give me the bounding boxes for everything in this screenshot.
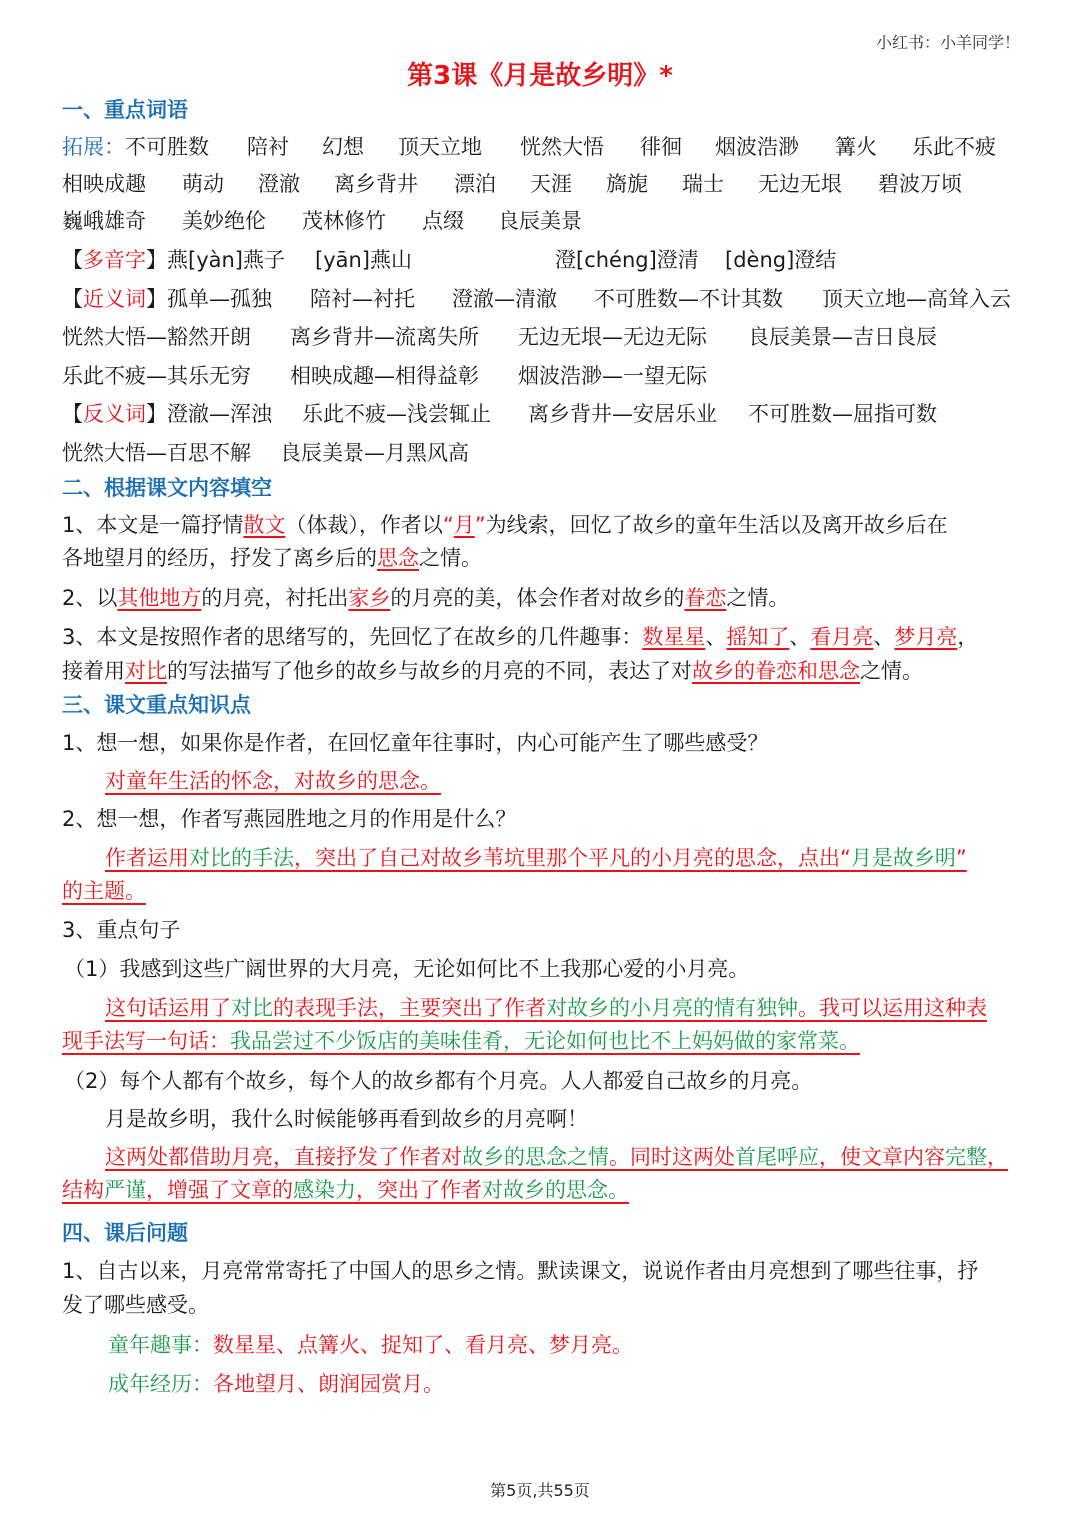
text: 为线索，回忆了故乡的童年生活以及离开故乡后在 [485,513,948,537]
answer: 各地望月、朗润园赏月。 [213,1372,444,1396]
vocab-item: 相映成趣 [62,172,146,196]
answer: 对比 [125,659,167,683]
synonym-row-1 [62,284,1011,314]
fill-item-2 [62,583,789,613]
polyphone-item: 燕[yàn]燕子 [167,248,285,272]
answer: 家乡 [348,586,391,610]
answer: 我品尝过不少饭店的美味佳肴，无论如何也比不上妈妈做的家常菜。 [230,1029,860,1053]
answer: 对比 [231,996,273,1020]
text: 各地望月的经历，抒发了离乡后的 [62,546,377,570]
fill-item-3-cont [62,656,923,686]
bracket: 【 [62,402,83,426]
answer: 故乡的眷恋和思念 [692,659,860,683]
answer: 现手法写一句话： [62,1029,230,1053]
antonym-row-1 [62,399,937,429]
vocab-row-3 [62,206,582,236]
synonym-item: 乐此不疲—其乐无穷 [62,364,251,388]
vocab-item: 幻想 [322,135,364,159]
answer: 完整 [945,1145,987,1169]
section-heading-4: 四、课后问题 [62,1221,188,1245]
vocab-item: 乐此不疲 [912,135,996,159]
synonym-item: 孤单—孤独 [167,287,272,311]
answer: ，突出了自己对故乡苇坑里那个平凡的小月亮的思念，点出“ [294,846,851,870]
vocab-item: 顶天立地 [398,135,482,159]
section-heading-1: 一、重点词语 [62,98,188,122]
answer: 的表现手法，主要突出了作者 [273,996,546,1020]
vocab-item: 篝火 [835,135,877,159]
vocab-item: 天涯 [530,172,572,196]
expand-label: 拓展： [62,135,125,159]
vocab-item: 旖旎 [606,172,648,196]
answer: 感染力 [293,1178,356,1202]
sentence-2-analysis [105,1142,1008,1172]
sentence-2-analysis-cont [62,1175,629,1205]
answer-2-cont [62,876,146,906]
answer: 看月亮 [810,625,874,649]
synonym-item: 无边无垠—无边无际 [518,325,707,349]
question-4-1: 1、自古以来，月亮常常寄托了中国人的思乡之情。默读课文，说说作者由月亮想到了哪些往事，抒 [62,1259,979,1283]
watermark: 小红书：小羊同学！ [875,33,1020,52]
question-2: 2、想一想，作者写燕园胜地之月的作用是什么？ [62,807,517,831]
vocab-item: 美妙绝伦 [182,209,266,233]
answer: 数星星 [642,625,706,649]
polyphone-item: 澄[chéng]澄清 [555,248,699,272]
section-heading-3: 三、课文重点知识点 [62,693,251,717]
bracket: 】 [146,402,167,426]
synonym-item: 陪衬—衬托 [310,287,415,311]
text: 、 [705,625,727,649]
antonym-item: 乐此不疲—浅尝辄止 [302,402,491,426]
text: 的写法描写了他乡的故乡与故乡的月亮的不同，表达了对 [167,659,692,683]
antonym-item: 恍然大悟—百思不解 [62,441,251,465]
section-heading-2: 二、根据课文内容填空 [62,476,272,500]
key-sentence-2: （2）每个人都有个故乡，每个人的故乡都有个月亮。人人都爱自己故乡的月亮。 [64,1069,813,1093]
vocab-row-1 [62,132,996,162]
synonym-item: 相映成趣—相得益彰 [290,364,479,388]
synonym-item: 不可胜数—不计其数 [594,287,783,311]
synonym-row-3 [62,361,707,391]
answer: 月是故乡明 [850,846,956,870]
synonym-row-2 [62,322,937,352]
vocab-item: 碧波万顷 [878,172,962,196]
page-title: 第3课《月是故乡明》* [407,61,673,91]
antonym-item: 离乡背井—安居乐业 [528,402,717,426]
antonym-row-2 [62,438,469,468]
text: 接着用 [62,659,125,683]
vocab-item: 萌动 [182,172,224,196]
polyphone-label: 多音字 [83,248,146,272]
synonym-label: 近义词 [83,287,146,311]
text: 3、本文是按照作者的思绪写的，先回忆了在故乡的几件趣事： [62,625,643,649]
vocab-row-2 [62,169,962,199]
answer: ， [987,1145,1008,1169]
answer: 对童年生活的怀念，对故乡的思念。 [105,769,441,793]
vocab-item: 良辰美景 [498,209,582,233]
sentence-1-analysis-cont [62,1026,860,1056]
text: 之情。 [419,546,482,570]
answer: 散文 [243,513,286,537]
answer-label: 童年趣事： [108,1333,213,1357]
answer: 首尾呼应 [735,1145,819,1169]
page-number: 第5页,共55页 [490,1481,590,1500]
antonym-item: 不可胜数—屈指可数 [748,402,937,426]
answer-1 [105,766,441,796]
polyphone-item: [yān]燕山 [315,248,412,272]
answer: 。同时这两处 [609,1145,735,1169]
vocab-item: 瑞士 [682,172,724,196]
answer: ” [955,846,967,870]
answer: 这句话运用了 [105,996,231,1020]
vocab-item: 烟波浩渺 [715,135,799,159]
answer-adulthood [108,1369,444,1399]
answer: 。我可以运用这种表 [798,996,987,1020]
answer: 摇知了 [726,625,790,649]
text: （体裁），作者以 [285,513,443,537]
answer: 梦月亮 [894,625,958,649]
answer: 故乡的思念之情 [462,1145,609,1169]
synonym-item: 澄澈—清澈 [452,287,557,311]
synonym-item: 烟波浩渺—一望无际 [518,364,707,388]
question-1: 1、想一想，如果你是作者，在回忆童年往事时，内心可能产生了哪些感受？ [62,731,769,755]
text: 的月亮，衬托出 [201,586,349,610]
answer-childhood [108,1330,633,1360]
vocab-item: 陪衬 [247,135,289,159]
answer: 对故乡的思念。 [482,1178,629,1202]
vocab-item: 恍然大悟 [520,135,604,159]
vocab-item: 离乡背井 [334,172,418,196]
vocab-item: 茂林修竹 [302,209,386,233]
vocab-item: 巍峨雄奇 [62,209,146,233]
vocab-item: 无边无垠 [758,172,842,196]
bracket: 】 [146,248,167,272]
bracket: 】 [146,287,167,311]
answer: 思念 [377,546,419,570]
answer: 数星星、点篝火、捉知了、看月亮、梦月亮。 [213,1333,633,1357]
answer: 对比的手法 [189,846,294,870]
vocab-item: 徘徊 [640,135,682,159]
polyphone-row [62,245,837,275]
text: 的月亮的美，体会作者对故乡的 [390,586,685,610]
answer: ，增强了文章的 [146,1178,293,1202]
antonym-item: 良辰美景—月黑风高 [280,441,469,465]
question-4-1-cont: 发了哪些感受。 [62,1293,209,1317]
answer: ，使文章内容 [819,1145,945,1169]
text: 1、本文是一篇抒情 [62,513,244,537]
key-sentences-heading: 3、重点句子 [62,918,181,942]
text: 、 [789,625,811,649]
answer: 对故乡的小月亮的情有独钟 [546,996,798,1020]
answer-2 [105,843,967,873]
antonym-label: 反义词 [83,402,146,426]
synonym-item: 顶天立地—高耸入云 [822,287,1011,311]
answer: 其他地方 [117,586,202,610]
vocab-item: 点缀 [422,209,464,233]
fill-item-1-cont [62,543,482,573]
answer-close-quote: ” [474,513,486,537]
answer: 这两处都借助月亮，直接抒发了作者对 [105,1145,462,1169]
sentence-1-analysis [105,993,987,1023]
answer: 严谨 [104,1178,146,1202]
antonym-item: 澄澈—浑浊 [167,402,272,426]
answer-label: 成年经历： [108,1372,213,1396]
fill-item-3 [62,622,978,652]
synonym-item: 恍然大悟—豁然开朗 [62,325,251,349]
answer: 眷恋 [684,586,727,610]
polyphone-item: [dèng]澄结 [725,248,837,272]
key-sentence-2-cont: 月是故乡明，我什么时候能够再看到故乡的月亮啊！ [105,1107,588,1131]
vocab-item: 漂泊 [454,172,496,196]
answer: ，突出了作者 [356,1178,482,1202]
text: 、 [873,625,895,649]
synonym-item: 良辰美景—吉日良辰 [748,325,937,349]
answer: 的主题。 [62,879,146,903]
vocab-item: 澄澈 [258,172,300,196]
answer: 结构 [62,1178,104,1202]
vocab-item: 不可胜数 [125,135,209,159]
bracket: 【 [62,287,83,311]
text: 之情。 [726,586,790,610]
bracket: 【 [62,248,83,272]
answer: 月 [453,513,475,537]
text: ， [957,625,979,649]
answer-open-quote: “ [442,513,454,537]
text: 之情。 [860,659,923,683]
fill-item-1 [62,510,948,540]
answer: 作者运用 [105,846,189,870]
synonym-item: 离乡背井—流离失所 [290,325,479,349]
text: 2、以 [62,586,118,610]
key-sentence-1: （1）我感到这些广阔世界的大月亮，无论如何比不上我那心爱的小月亮。 [64,957,750,981]
